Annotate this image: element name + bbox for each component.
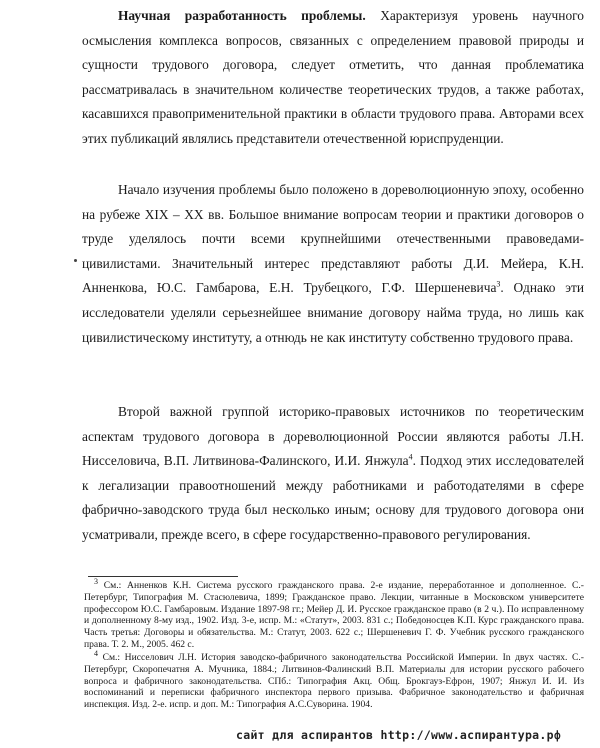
site-footer-link[interactable]: сайт для аспирантов http://www.аспирантура.рф [236, 728, 562, 742]
paragraph-text: . Подход этих исследователей к легализации правоотношений между работниками и работодателями в сфере фабрично-заводского труда был несколько иным; основу для трудового договора они усматривали, прежде всего, в сфере государственно-правового регулирования. [82, 453, 584, 542]
paragraph-research-development [82, 4, 584, 152]
footnote-4 [84, 648, 584, 711]
paragraph-text: Второй важной группой историко-правовых источников по теоретическим аспектам трудового договора в дореволюционной России являются работы Л.Н. Нисселовича, В.П. Литвинова-Фалинского, И.И. Янжула [82, 404, 584, 469]
footnote-text: См.: Нисселович Л.Н. История заводско-фабричного законодательства Российской Империи. In двух частях. С.-Петербург, Скоропечатня А. Мучника, 1884.; Литвинов-Фалинский В.П. Материалы для истории русского рабочего вопроса и фабричного законодательства. СПб.: Типография Акц. Общ. Брокгауз-Ефрон, 1907; Янжул И. И. Из воспоминаний и переписки фабричного инспектора первого призыва. Фабричное законодательство и фабричная инспекция. Изд. 2-е. испр. и доп. М.: Типография А.С.Суворина. 1904. [84, 652, 584, 711]
footnote-mark: 4 [94, 648, 98, 658]
scan-speck [74, 259, 77, 262]
paragraph-text: . Однако эти исследователи уделяли серьезнейшее внимание договору найма труда, но лишь как цивилистическому институту, а отнюдь не как институту собственно трудового права. [82, 280, 584, 345]
paragraph-historical-sources [82, 400, 584, 548]
footnote-ref-4[interactable]: 4 [408, 452, 413, 462]
footnote-ref-3[interactable]: 3 [496, 279, 501, 289]
paragraph-prerevolution [82, 178, 584, 350]
paragraph-text: Характеризуя уровень научного осмысления комплекса вопросов, связанных с определением правовой природы и сущности трудового договора, следует отметить, что данная проблематика рассматривалась в значительном количестве теоретических трудов, а также работах, касавшихся правоприменительной практики в области трудового права. Авторами всех этих публикаций являлись представители отечественной юриспруденции. [82, 8, 585, 146]
paragraph-heading: Научная разработанность проблемы. [118, 8, 366, 23]
footnote-divider [88, 576, 238, 577]
footnote-mark: 3 [94, 576, 98, 586]
paragraph-text: Начало изучения проблемы было положено в дореволюционную эпоху, особенно на рубеже XIX – XX вв. Большое внимание вопросам теории и практики договоров о труде уделялось почти всеми крупнейшими отечественными правоведами-цивилистами. Значительный интерес представляют работы Д.И. Мейера, К.Н. Анненкова, Ю.С. Гамбарова, Е.Н. Трубецкого, Г.Ф. Шершеневича [82, 182, 584, 296]
footnote-3 [84, 576, 584, 651]
footnote-text: См.: Анненков К.Н. Система русского гражданского права. 2-е издание, переработанное и дополненное. С.-Петербург, Типография М. Стасюлевича, 1899; Гражданское право. Лекции, читанные в Московском университете профессором Ю.С. Гамбаровым. Издание 1897-98 гг.; Мейер Д. И. Русское гражданское право (в 2 ч.). По исправленному и дополненному 8-му изд., 1902. Изд. 3-е, испр. М.: «Статут», 2003. 831 с.; Победоносцев К.П. Курс гражданского права. Часть третья: Договоры и обязательства. М.: Статут, 2003. 622 с.; Шершеневич Г. Ф. Учебник русского гражданского права. Т. 2. М., 2005. 462 с. [84, 580, 584, 650]
